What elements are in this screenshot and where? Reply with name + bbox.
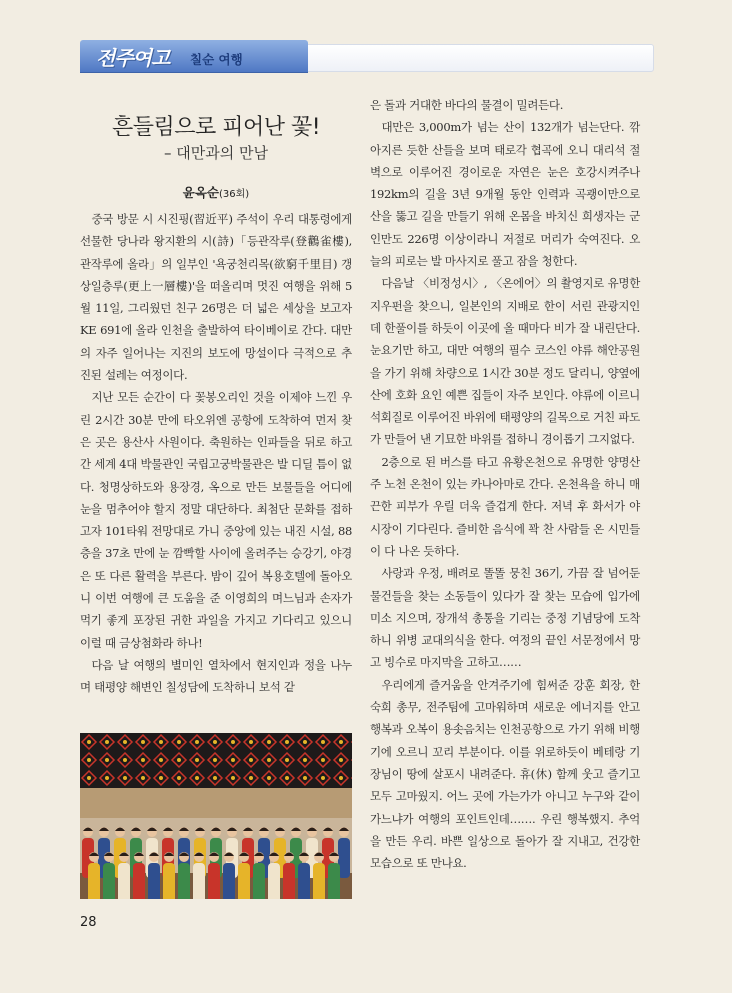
paragraph: 중국 방문 시 시진핑(習近平) 주석이 우리 대통령에게 선물한 당나라 왕지환의 시(詩)「등관작루(登鸛雀樓), 관작루에 올라」의 일부인 '욕궁천리목(欲窮千里目) 갱상일층루(更上一層樓)'을 떠올리며 멋진 여행을 위해 5월 11일, 그리웠던 친구 26명은 더 넓은 세상을 보고자 KE 691에 올라 인천을 출발하여 타이베이로 간다. 대만의 자주 일어나는 지진의 보도에 망설이다 극적으로 추진된 설레는 여정이다. xyxy=(80,212,352,383)
right-column xyxy=(370,94,640,874)
article-title: 흔들림으로 피어난 꽃! xyxy=(111,115,321,140)
paragraph: 우리에게 즐거움을 안겨주기에 힘써준 강훈 회장, 한숙희 총무, 전주팀에 고마워하며 새로운 에너지를 안고 행복과 오복이 용솟음치는 인천공항으로 가기 위해 비행기에 오르니 꼬리 부분이다. 이를 위로하듯이 베테랑 기장님이 땅에 살포시 내려준다. 휴(休) 함께 웃고 즐기고 모두 고마웠지. 어느 곳에 가는가가 아니고 누구와 같이 가느냐가 여행의 포인트인데……. 우린 행복했지. 추억을 만든 우리. 바쁜 일상으로 돌아가 잘 지내고, 건강한 모습으로 또 만나요. xyxy=(370,677,640,871)
section-title: 칠순 여행 xyxy=(190,52,243,67)
page-number: 28 xyxy=(80,915,97,930)
paragraph: 다음 날 여행의 별미인 열차에서 현지인과 정을 나누며 태평양 해변인 칠성담에 도착하니 보석 같 xyxy=(80,657,352,695)
paragraph: 대만은 3,000m가 넘는 산이 132개가 넘는단다. 깎아지른 듯한 산들을 보며 태로각 협곡에 오니 대리석 절벽으로 이루어진 경이로운 자연은 눈은 호강시켜주나 192km의 길을 3년 9개월 동안 인력과 곡괭이만으로 산을 뚫고 길을 만들기 위해 온몸을 바치신 희생자는 군인만도 226명 이상이라니 저절로 머리가 숙여진다. 오늘의 피로는 발 마사지로 풀고 잠을 청한다. xyxy=(370,120,640,269)
paragraph: 은 돌과 거대한 바다의 물결이 밀려든다. xyxy=(370,98,564,112)
header-logo: 전주여고 xyxy=(96,46,170,70)
left-column xyxy=(80,208,352,699)
paragraph: 다음날 〈비정성시〉, 〈온에어〉의 촬영지로 유명한 지우펀을 찾으니, 일본인의 지배로 한이 서린 관광지인데 한풀이를 하듯이 이곳에 올 때마다 비가 잘 내린단다. 눈요기만 하고, 대만 여행의 필수 코스인 야류 해안공원을 가기 위해 차량으로 1시간 30분 정도 달리니, 양옆에 산에 호화 요인 예쁜 집들이 자주 보인다. 야류에 이르니 석회질로 이루어진 바위에 태평양의 길목으로 거친 파도가 만들어 낸 기묘한 바위를 접하니 경이롭기 그지없다. xyxy=(370,276,640,447)
article-subtitle: – 대만과의 만남 xyxy=(164,144,268,162)
paragraph: 사랑과 우정, 배려로 똘똘 뭉친 36기, 가끔 잘 넘어둔 물건들을 찾는 소동들이 있다가 잘 찾는 모습에 입가에 미소 지으며, 장개석 총통을 기리는 중정 기념당에 도착하니 위병 교대의식을 한다. 여정의 끝인 서문정에서 망고 빙수로 마지막을 고하고…… xyxy=(370,566,640,670)
author-class: (36회) xyxy=(219,189,250,200)
group-photo xyxy=(80,733,352,899)
article-author xyxy=(80,183,352,201)
paragraph: 지난 모든 순간이 다 꽃봉오리인 것을 이제야 느낀 우린 2시간 30분 만에 타오위엔 공항에 도착하여 먼저 찾은 곳은 용산사 사원이다. 축원하는 인파들을 뒤로 하고 간 세계 4대 박물관인 국립고궁박물관은 발 디딜 틈이 없다. 청명상하도와 용장경, 옥으로 만든 보물들을 어디에 눈을 멈추어야 할지 정말 대단하다. 최첨단 문화를 접하고자 101타워 전망대로 가니 중앙에 있는 내진 시설, 88층을 37초 만에 눈 깜빡할 사이에 올려주는 승강기, 야경은 또 다른 활력을 부른다. 밤이 깊어 복용호텔에 돌아오니 이번 여행에 큰 도움을 준 이영희의 며느님과 손자가 먹기 좋게 포장된 귀한 과일을 가지고 기다리고 있으니 이럴 때 금상첨화라 하나! xyxy=(80,390,352,650)
group-photo-icon xyxy=(80,733,352,899)
author-name: 윤옥순 xyxy=(182,185,220,200)
paragraph: 2층으로 된 버스를 타고 유황온천으로 유명한 양명산주 노천 온천이 있는 카나아마로 간다. 온천욕을 하니 매끈한 피부가 우릴 더욱 즐겁게 한다. 저녁 후 화서가 야시장이 기다린다. 즐비한 음식에 꽉 찬 사람들 온 시민들이 다 나온 듯하다. xyxy=(370,454,640,558)
